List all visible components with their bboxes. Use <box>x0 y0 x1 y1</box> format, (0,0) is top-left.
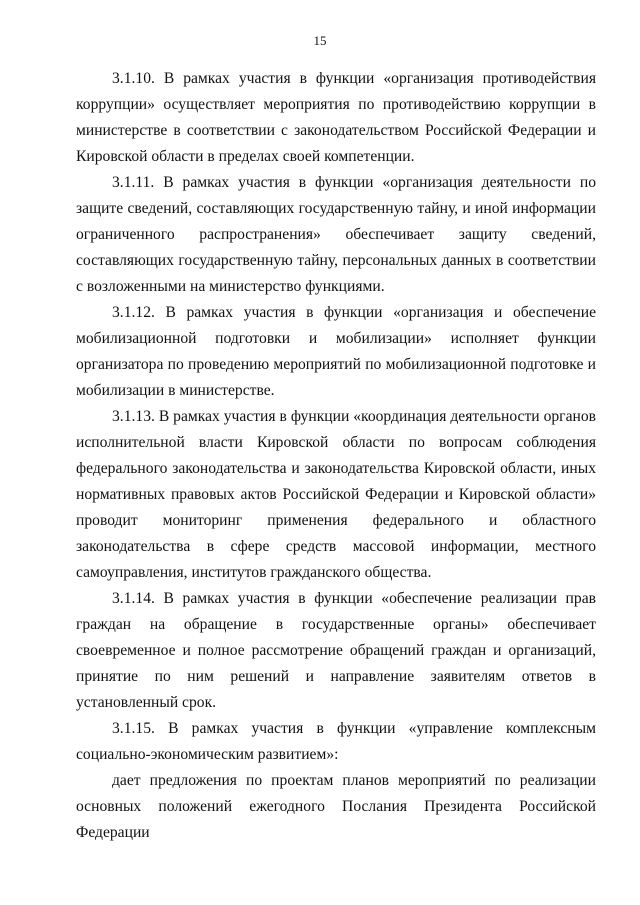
paragraph-3-1-14: 3.1.14. В рамках участия в функции «обеспечение реализации прав граждан на обращение в государственные органы» обеспечивает своевременное и полное рассмотрение обращений граждан и организаций, принятие по ним решений и направление заявителям ответов в установленный срок. <box>76 590 596 711</box>
page-number: 15 <box>313 33 327 48</box>
paragraph-3-1-13: 3.1.13. В рамках участия в функции «координация деятельности органов исполнительной власти Кировской области по вопросам соблюдения федерального законодательства и законодательства Кировской области, иных нормативных правовых актов Российской Федерации и Кировской области» проводит мониторинг применения федерального и областного законодательства в сфере средств массовой информации, местного самоуправления, институтов гражданского общества. <box>76 408 596 581</box>
paragraph-3-1-12: 3.1.12. В рамках участия в функции «организация и обеспечение мобилизационной подготовки и мобилизации» исполняет функции организатора по проведению мероприятий по мобилизационной подготовке и мобилизации в министерстве. <box>76 304 596 399</box>
paragraph-3-1-15: 3.1.15. В рамках участия в функции «управление комплексным социально-экономическим развитием»: <box>76 720 596 763</box>
document-body <box>76 66 596 846</box>
paragraph-3-1-11: 3.1.11. В рамках участия в функции «организация деятельности по защите сведений, составляющих государственную тайну, и иной информации ограниченного распространения» обеспечивает защиту сведений, составляющих государственную тайну, персональных данных в соответствии с возложенными на министерство функциями. <box>76 174 596 295</box>
paragraph-3-1-15-item: дает предложения по проектам планов мероприятий по реализации основных положений ежегодного Послания Президента Российской Федерации <box>76 772 596 841</box>
paragraph-3-1-10: 3.1.10. В рамках участия в функции «организация противодействия коррупции» осуществляет мероприятия по противодействию коррупции в министерстве в соответствии с законодательством Российской Федерации и Кировской области в пределах своей компетенции. <box>76 70 596 165</box>
